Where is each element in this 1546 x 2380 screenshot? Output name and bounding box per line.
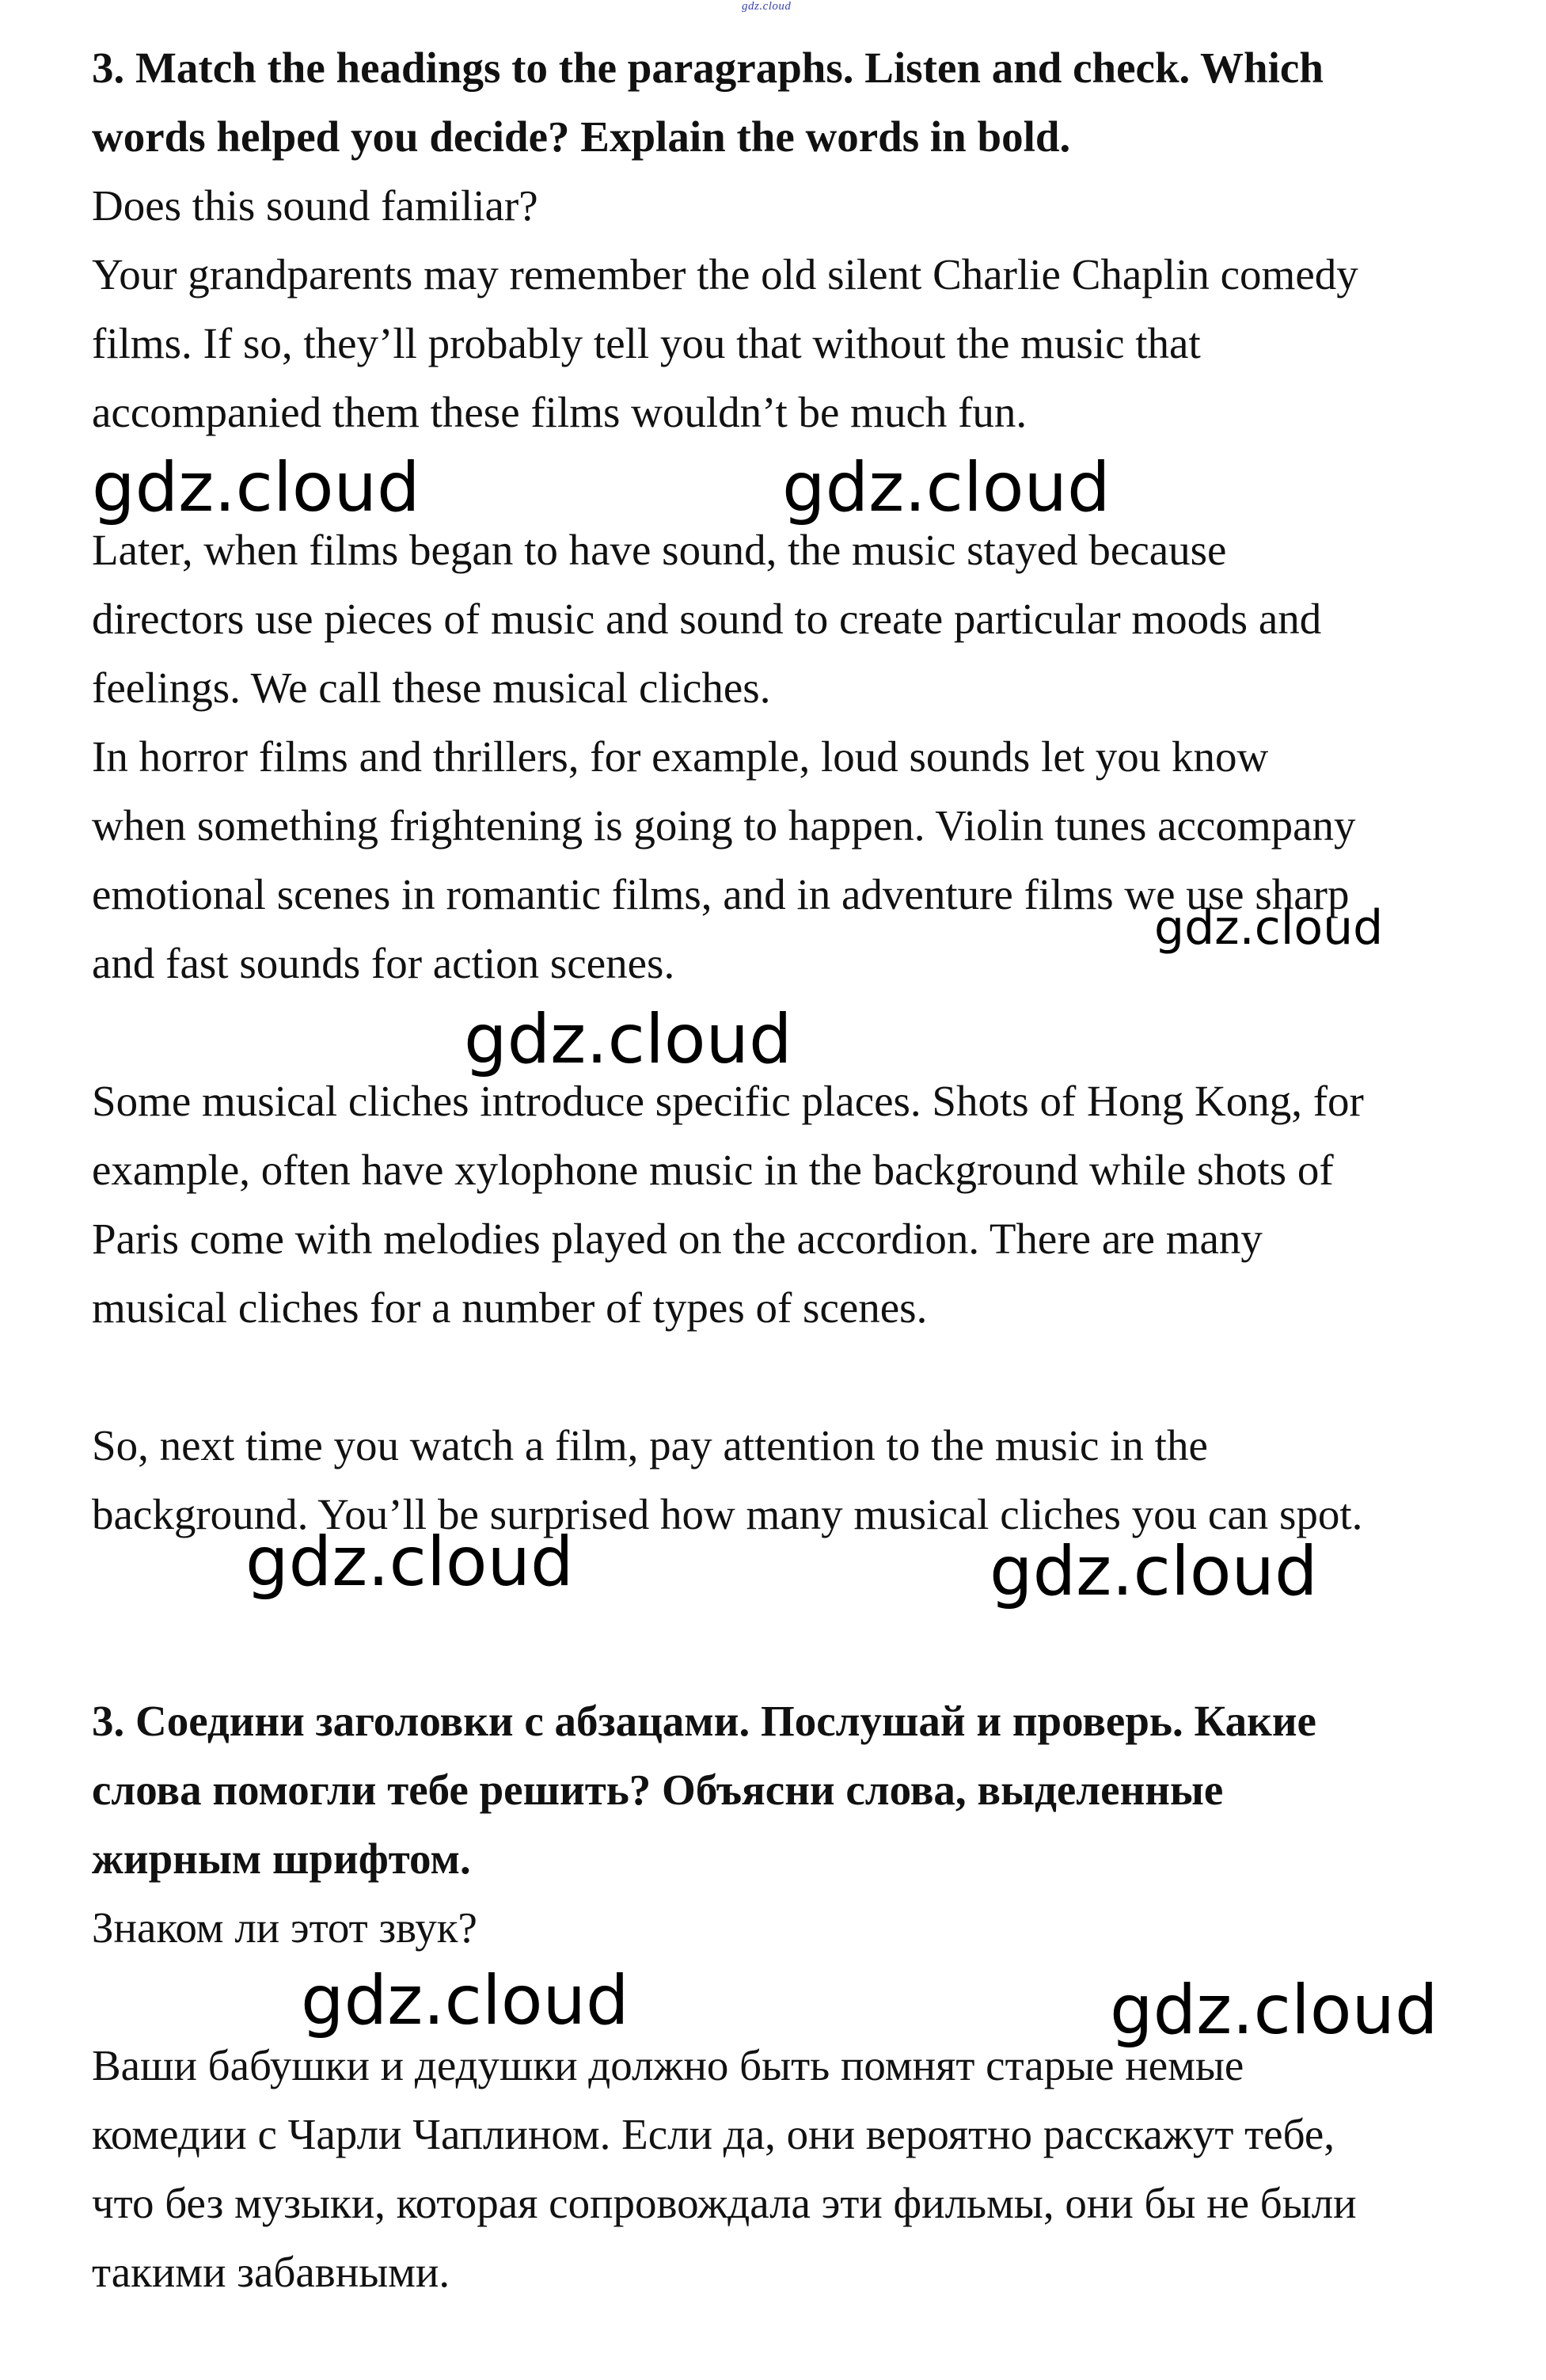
task-heading-ru-line3: жирным шрифтом. [92, 1834, 471, 1883]
paragraph-line: Some musical cliches introduce specific places. Shots of Hong Kong, for [92, 1077, 1364, 1125]
task-heading-ru-line2: слова помогли тебе решить? Объясни слова, выделенные [92, 1766, 1224, 1814]
paragraph-line: example, often have xylophone music in the background while shots of [92, 1146, 1334, 1194]
watermark: gdz.cloud [782, 448, 1111, 527]
watermark: gdz.cloud [990, 1532, 1318, 1611]
task-heading-ru-line1: 3. Соедини заголовки с абзацами. Послушай и проверь. Какие [92, 1697, 1316, 1745]
paragraph-line: films. If so, they’ll probably tell you that without the music that [92, 319, 1201, 367]
paragraph-line: Ваши бабушки и дедушки должно быть помнят старые немые [92, 2041, 1244, 2089]
paragraph-line: такими забавными. [92, 2248, 450, 2296]
text-heading-ru: Знаком ли этот звук? [92, 1903, 477, 1952]
paragraph-line: accompanied them these films wouldn’t be much fun. [92, 388, 1028, 436]
watermark: gdz.cloud [1154, 900, 1384, 956]
task-heading-en-line1: 3. Match the headings to the paragraphs. Listen and check. Which [92, 44, 1324, 92]
paragraph-line: and fast sounds for action scenes. [92, 939, 675, 987]
paragraph-line: directors use pieces of music and sound to create particular moods and [92, 595, 1322, 643]
watermark: gdz.cloud [464, 1000, 792, 1079]
paragraph-line: feelings. We call these musical cliches. [92, 663, 771, 712]
paragraph-line: background. You’ll be surprised how many musical cliches you can spot. [92, 1490, 1363, 1538]
watermark: gdz.cloud [1110, 1971, 1438, 2050]
watermark: gdz.cloud [245, 1523, 574, 1602]
watermark: gdz.cloud [301, 1961, 629, 2040]
paragraph-line: musical cliches for a number of types of scenes. [92, 1283, 928, 1332]
paragraph-line: Later, when films began to have sound, the music stayed because [92, 526, 1227, 574]
watermark: gdz.cloud [92, 448, 420, 527]
task-heading-en-line2: words helped you decide? Explain the words in bold. [92, 112, 1071, 161]
paragraph-line: Paris come with melodies played on the accordion. There are many [92, 1215, 1263, 1263]
paragraph-line: when something frightening is going to happen. Violin tunes accompany [92, 801, 1356, 850]
paragraph-line: emotional scenes in romantic films, and in adventure films we use sharp [92, 870, 1350, 918]
paragraph-line: комедии с Чарли Чаплином. Если да, они вероятно расскажут тебе, [92, 2110, 1335, 2158]
paragraph-line: In horror films and thrillers, for example, loud sounds let you know [92, 732, 1269, 781]
paragraph-line: So, next time you watch a film, pay attention to the music in the [92, 1421, 1208, 1469]
text-heading-en: Does this sound familiar? [92, 181, 538, 230]
paragraph-line: что без музыки, которая сопровождала эти фильмы, они бы не были [92, 2179, 1357, 2227]
site-mark: gdz.cloud [742, 0, 792, 13]
paragraph-line: Your grandparents may remember the old silent Charlie Chaplin comedy [92, 250, 1358, 298]
